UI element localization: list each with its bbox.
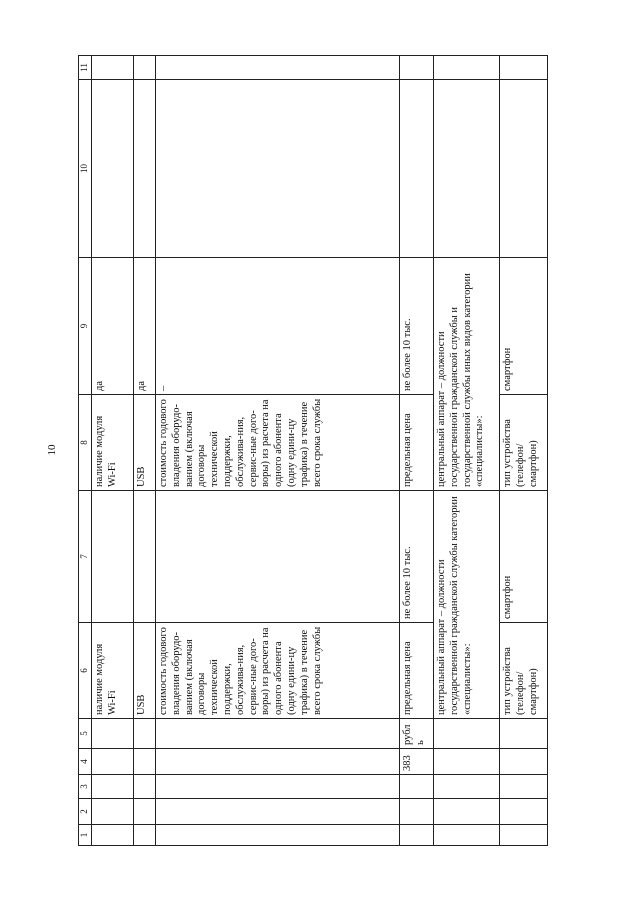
header-cell: 11	[79, 56, 92, 80]
cell-type-label: тип устройства (телефон/ смартфон)	[500, 623, 548, 719]
cell-price-value-2: не более 10 тыс.	[400, 258, 434, 395]
cell-cost-label-2: стоимость годового владения оборудо-ванием (включая договоры технической поддержки, обслужива-ния, сервис-ные дого-воры) из расчета на одного абонента (одну едини-цу трафика) в течение всего срока службы	[156, 395, 400, 491]
cell-unit: рубль	[400, 719, 434, 749]
cell-price-label: предельная цена	[400, 623, 434, 719]
header-cell: 10	[79, 80, 92, 258]
cell-central-label-2: центральный аппарат – должности государственной гражданской службы и государственной службы иных видов категории «специалисты»:	[434, 258, 500, 491]
spec-table	[78, 55, 548, 846]
header-cell: 9	[79, 258, 92, 395]
cell-type-value-2: смартфон	[500, 258, 548, 395]
header-cell: 6	[79, 623, 92, 719]
table-row-price	[400, 56, 434, 846]
cell-price-value: не более 10 тыс.	[400, 491, 434, 623]
header-row	[79, 56, 92, 846]
cell-type-label-2: тип устройства (телефон/ смартфон)	[500, 395, 548, 491]
cell-usb-label-2: USB	[134, 395, 156, 491]
cell-usb-label: USB	[134, 623, 156, 719]
header-cell: 7	[79, 491, 92, 623]
cell-wifi-value: да	[92, 258, 134, 395]
header-cell: 1	[79, 825, 92, 846]
header-cell: 8	[79, 395, 92, 491]
header-cell: 2	[79, 799, 92, 825]
table-row-type	[500, 56, 548, 846]
header-cell: 5	[79, 719, 92, 749]
table-row-central	[434, 56, 500, 846]
header-cell: 3	[79, 775, 92, 799]
cell-wifi-label-2: наличие модуля Wi-Fi	[92, 395, 134, 491]
cell-type-value: смартфон	[500, 491, 548, 623]
cell-cost-value: –	[156, 258, 400, 395]
page-number: 10	[46, 444, 58, 456]
table-row-usb	[134, 56, 156, 846]
cell-wifi-label: наличие модуля Wi-Fi	[92, 623, 134, 719]
cell-usb-value: да	[134, 258, 156, 395]
cell-price-label-2: предельная цена	[400, 395, 434, 491]
cell-cost-label: стоимость годового владения оборудо-ванием (включая договоры технической поддержки, обслужива-ния, сервис-ные дого-воры) из расчета на одного абонента (одну едини-цу трафика) в течение всего срока службы	[156, 623, 400, 719]
cell-central-label: центральный аппарат – должности государственной гражданской службы категории «специалисты»:	[434, 491, 500, 719]
rotated-table-container	[78, 56, 618, 846]
cell-code: 383	[400, 749, 434, 775]
table-row-cost	[156, 56, 400, 846]
header-cell: 4	[79, 749, 92, 775]
table-row-wifi	[92, 56, 134, 846]
